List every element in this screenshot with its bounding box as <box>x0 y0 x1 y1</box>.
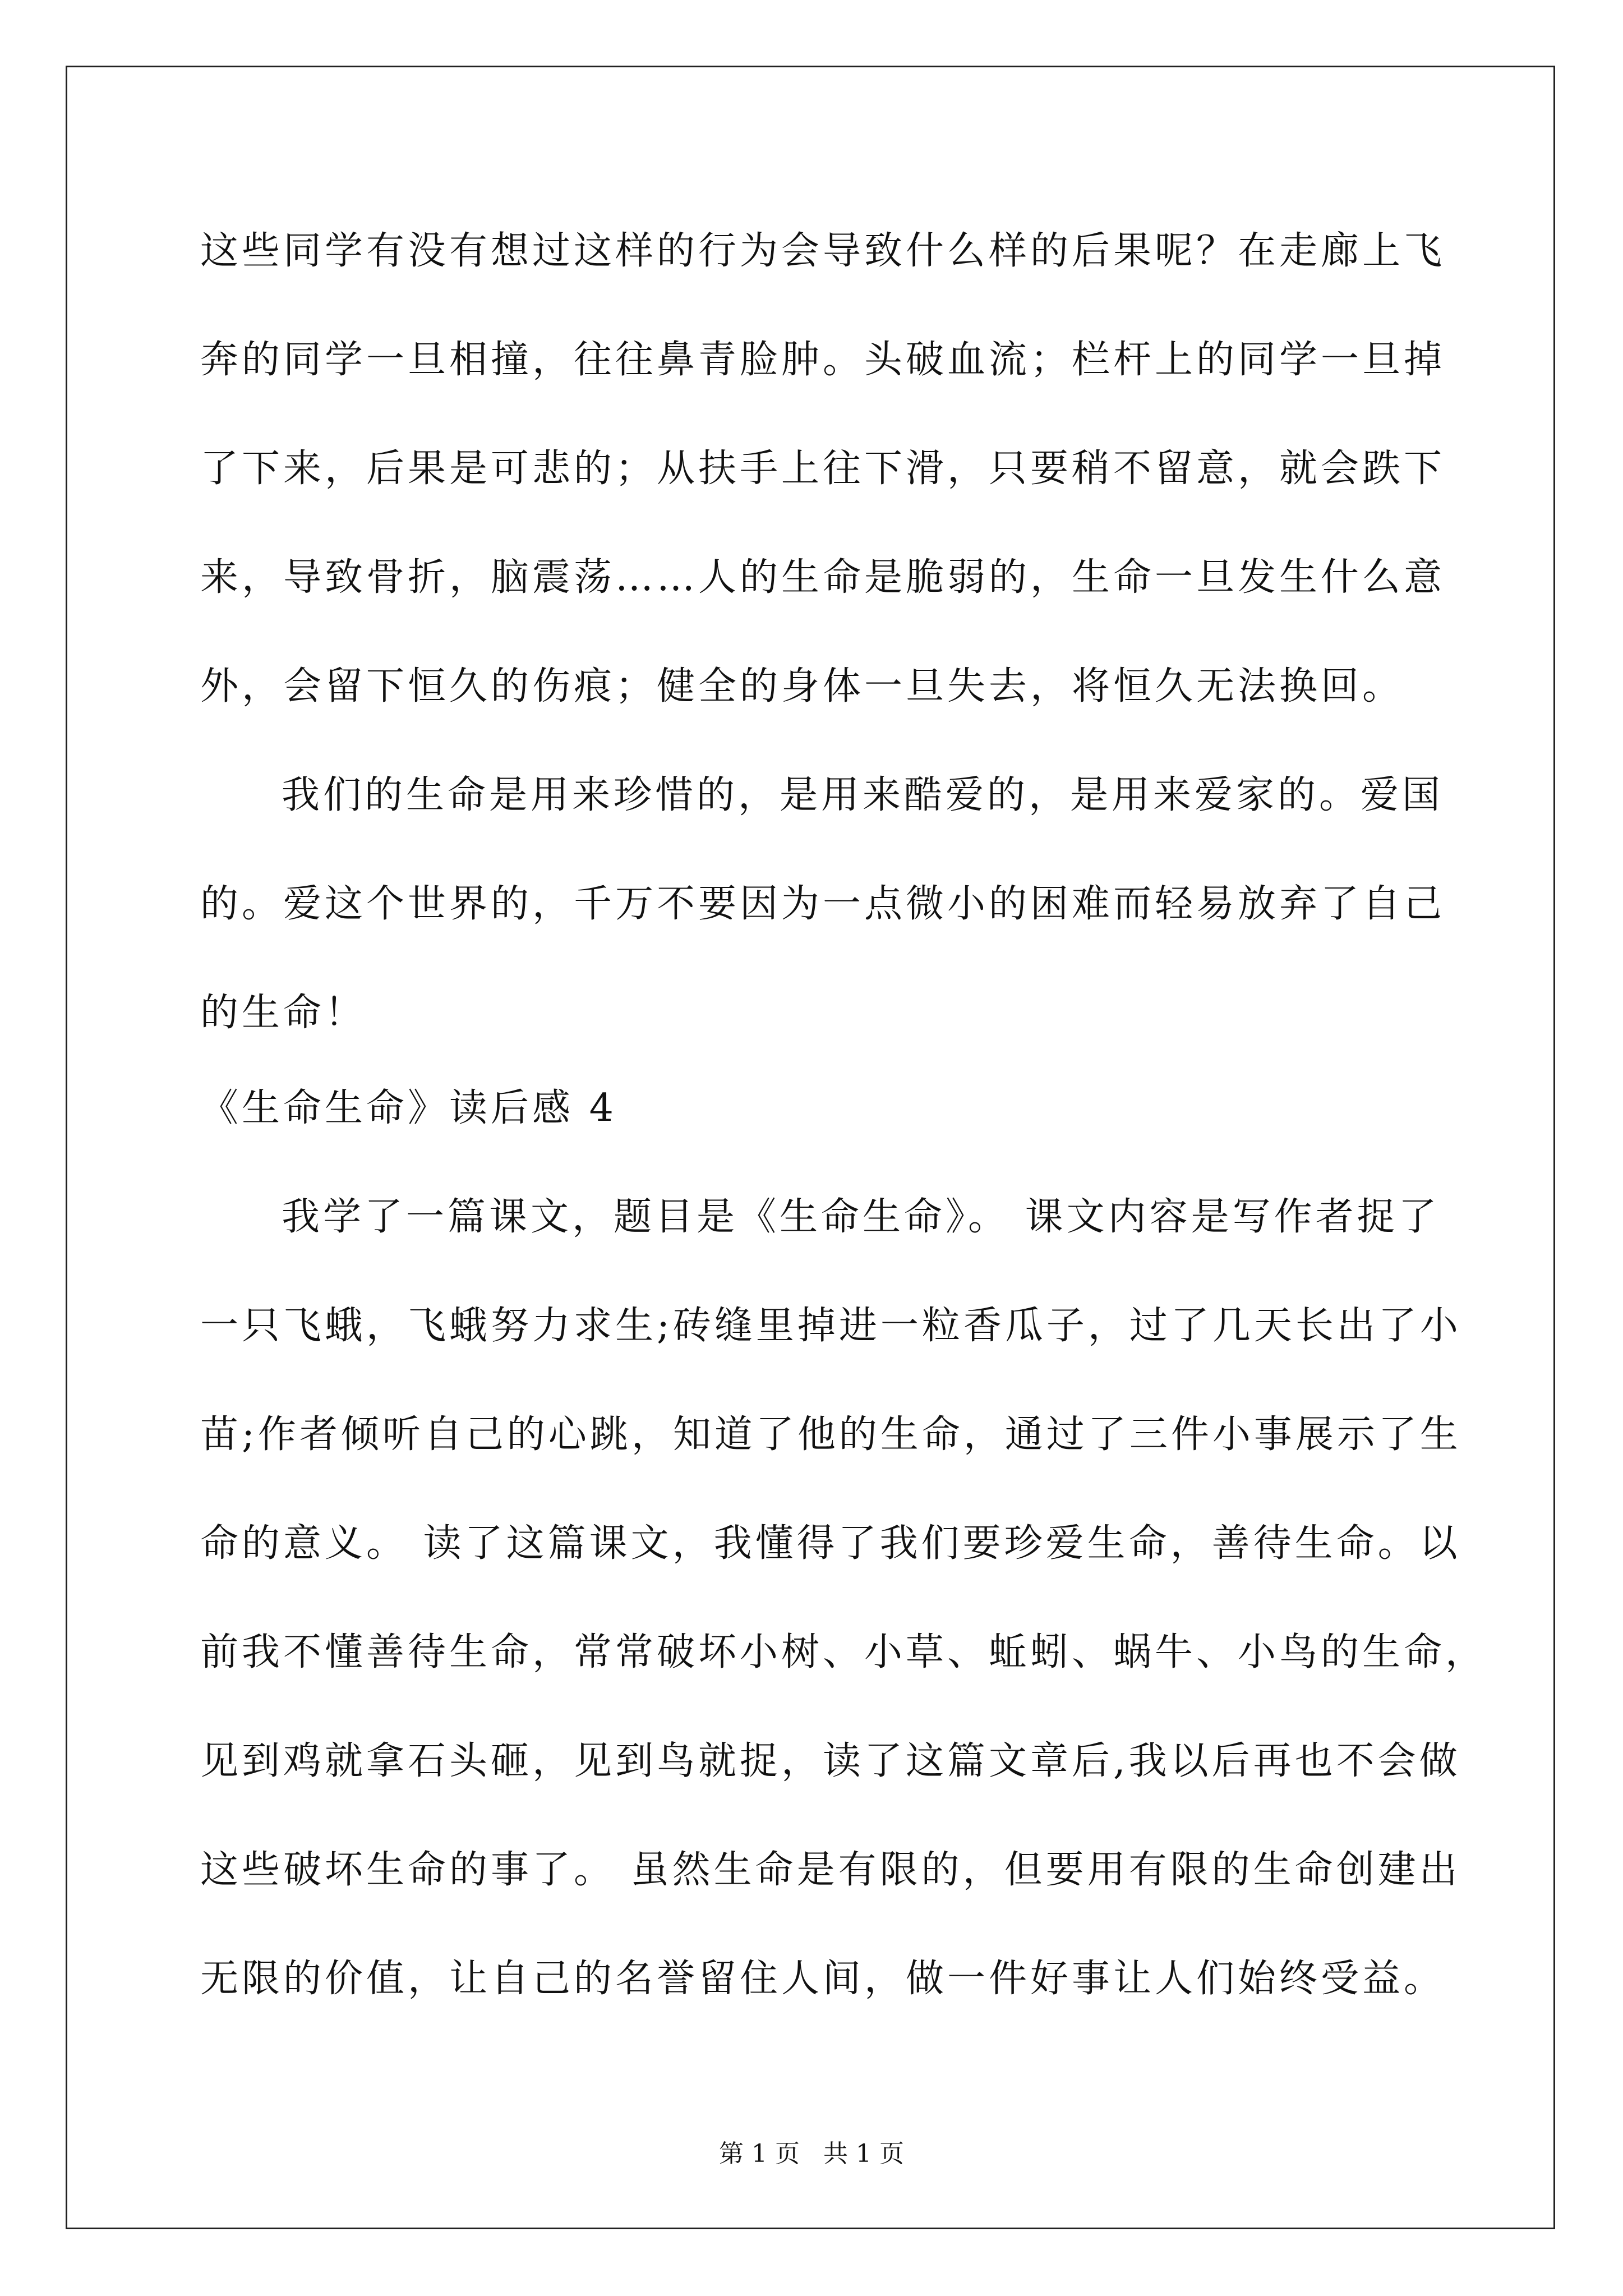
body-text-line: 命的意义。 读了这篇课文，我懂得了我们要珍爱生命，善待生命。以 <box>200 1521 1461 1566</box>
body-text-line: 前我不懂善待生命，常常破坏小树、小草、蚯蚓、蜗牛、小鸟的生命， <box>200 1630 1487 1674</box>
body-text-line: 这些破坏生命的事了。 虽然生命是有限的，但要用有限的生命创建出 <box>200 1848 1461 1892</box>
page-border <box>66 66 1555 2229</box>
body-text-line: 奔的同学一旦相撞，往往鼻青脸肿。头破血流；栏杆上的同学一旦掉 <box>200 338 1446 382</box>
page-number-footer: 第 1 页 共 1 页 <box>719 2139 904 2168</box>
body-text-line: 这些同学有没有想过这样的行为会导致什么样的后果呢？在走廊上飞 <box>200 229 1446 273</box>
body-text-line: 苗;作者倾听自己的心跳，知道了他的生命，通过了三件小事展示了生 <box>200 1412 1461 1457</box>
body-text-line: 的。爱这个世界的，千万不要因为一点微小的困难而轻易放弃了自己 <box>200 882 1446 926</box>
body-text-line: 外，会留下恒久的伤痕；健全的身体一旦失去，将恒久无法换回。 <box>200 664 1404 708</box>
body-text-line: 无限的价值，让自己的名誉留住人间，做一件好事让人们始终受益。 <box>200 1957 1446 2001</box>
body-text-line: 来，导致骨折，脑震荡……人的生命是脆弱的，生命一旦发生什么意 <box>200 555 1446 600</box>
body-text-line: 我学了一篇课文，题目是《生命生命》。 课文内容是写作者捉了 <box>282 1195 1440 1239</box>
body-text-line: 我们的生命是用来珍惜的，是用来酷爱的，是用来爱家的。爱国 <box>282 773 1444 817</box>
body-text-line: 见到鸡就拿石头砸，见到鸟就捉，读了这篇文章后,我以后再也不会做 <box>200 1739 1461 1783</box>
section-heading: 《生命生命》读后感 4 <box>200 1086 617 1130</box>
body-text-line: 一只飞蛾，飞蛾努力求生;砖缝里掉进一粒香瓜子，过了几天长出了小 <box>200 1304 1461 1348</box>
body-text-line: 了下来，后果是可悲的；从扶手上往下滑，只要稍不留意，就会跌下 <box>200 447 1446 491</box>
body-text-line: 的生命！ <box>200 991 367 1035</box>
